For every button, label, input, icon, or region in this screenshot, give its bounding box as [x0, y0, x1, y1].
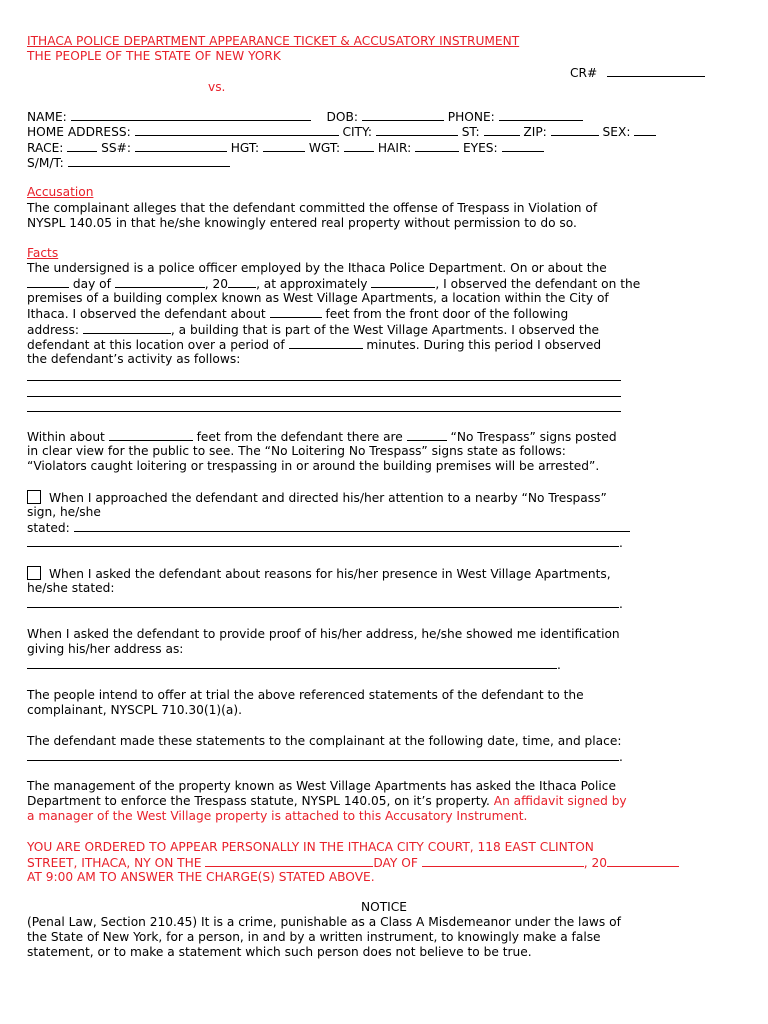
period-text: defendant at this location over a period of	[27, 338, 285, 352]
period: .	[619, 597, 623, 611]
notice-line-1: (Penal Law, Section 210.45) It is a crime, punishable as a Class A Misdemeanor under the laws of	[27, 915, 621, 929]
signs-line-3: “Violators caught loitering or trespassing in or around the building premises will be arrested”.	[27, 459, 600, 473]
front-door-text: feet from the front door of the following	[325, 307, 569, 321]
eyes-blank[interactable]	[502, 140, 544, 152]
race-blank[interactable]	[67, 140, 97, 152]
zip-label: ZIP:	[523, 125, 547, 139]
facts-line-3: premises of a building complex known as West Village Apartments, a location within the City of	[27, 291, 609, 305]
activity-line-1[interactable]	[27, 380, 621, 381]
address-row	[27, 124, 656, 140]
facts-line-4	[27, 306, 568, 322]
dob-label: DOB:	[326, 110, 358, 124]
approach-line-3	[27, 520, 630, 536]
court-month-blank[interactable]	[422, 855, 584, 867]
city-blank[interactable]	[376, 124, 458, 136]
management-line-3: a manager of the West Village property is attached to this Accusatory Instrument.	[27, 809, 528, 823]
day-of-label: DAY OF	[373, 856, 418, 870]
distance-blank[interactable]	[270, 306, 322, 318]
facts-line-5	[27, 322, 599, 338]
approach-statement-blank[interactable]	[74, 520, 630, 532]
cr-number-field[interactable]	[570, 65, 705, 81]
stated-label: stated:	[27, 521, 70, 535]
year-blank[interactable]	[228, 276, 256, 288]
building-part-text: , a building that is part of the West Village Apartments. I observed the	[170, 323, 600, 337]
minutes-blank[interactable]	[289, 337, 363, 349]
statements-line-2	[27, 749, 623, 765]
descriptors-row	[27, 140, 544, 156]
court-year-blank[interactable]	[607, 855, 679, 867]
day-of-text: day of	[72, 277, 111, 291]
cr-label: CR#	[570, 66, 598, 80]
name-label: NAME:	[27, 110, 67, 124]
home-address-label: HOME ADDRESS:	[27, 125, 131, 139]
trial-line-1: The people intend to offer at trial the above referenced statements of the defendant to the	[27, 688, 584, 702]
proof-line-1: When I asked the defendant to provide proof of his/her address, he/she showed me identification	[27, 627, 620, 641]
notice-heading: NOTICE	[361, 900, 407, 914]
proof-line-3	[27, 657, 561, 673]
name-blank[interactable]	[71, 109, 311, 121]
address-text: address:	[27, 323, 79, 337]
period: .	[619, 536, 623, 550]
smt-label: S/M/T:	[27, 156, 64, 170]
presence-statement-blank[interactable]	[27, 596, 619, 608]
race-label: RACE:	[27, 141, 64, 155]
activity-line-3[interactable]	[27, 411, 621, 412]
approximately-text: , at approximately	[256, 277, 368, 291]
approach-line-1	[27, 490, 607, 506]
time-blank[interactable]	[371, 276, 435, 288]
order-line-2	[27, 855, 679, 871]
notice-line-2: the State of New York, for a person, in and by a written instrument, to knowingly make a false	[27, 930, 601, 944]
affidavit-text: An affidavit signed by	[493, 794, 627, 808]
dob-blank[interactable]	[362, 109, 444, 121]
zip-blank[interactable]	[551, 124, 599, 136]
court-date-text: STREET, ITHACA, NY ON THE	[27, 856, 202, 870]
day-blank[interactable]	[27, 276, 69, 288]
proof-address-blank[interactable]	[27, 657, 557, 669]
approach-line-2: sign, he/she	[27, 505, 101, 519]
facts-line-2	[27, 276, 640, 292]
approach-statement-blank-2[interactable]	[27, 535, 619, 547]
sex-label: SEX:	[602, 125, 631, 139]
management-text: Department to enforce the Trespass statute, NYSPL 140.05, on it’s property.	[27, 794, 490, 808]
weight-blank[interactable]	[344, 140, 374, 152]
activity-line-2[interactable]	[27, 396, 621, 397]
presence-text: When I asked the defendant about reasons for his/her presence in West Village Apartments,	[49, 567, 611, 581]
state-label: ST:	[461, 125, 480, 139]
phone-label: PHONE:	[447, 110, 495, 124]
people-line: THE PEOPLE OF THE STATE OF NEW YORK	[27, 49, 281, 63]
signs-count-blank[interactable]	[407, 429, 447, 441]
hair-label: HAIR:	[377, 141, 412, 155]
signs-line-1	[27, 429, 617, 445]
approach-checkbox[interactable]	[27, 490, 41, 504]
city-label: CITY:	[342, 125, 372, 139]
minutes-text: minutes. During this period I observed	[366, 338, 602, 352]
signs-distance-blank[interactable]	[109, 429, 193, 441]
management-line-1: The management of the property known as West Village Apartments has asked the Ithaca Police	[27, 779, 616, 793]
observed-text: , I observed the defendant on the	[435, 277, 641, 291]
weight-label: WGT:	[308, 141, 341, 155]
ss-label: SS#:	[101, 141, 131, 155]
presence-line-3	[27, 596, 623, 612]
building-address-blank[interactable]	[83, 322, 171, 334]
management-line-2	[27, 794, 627, 809]
signs-posted-text: “No Trespass” signs posted	[450, 430, 617, 444]
distance-text: Ithaca. I observed the defendant about	[27, 307, 266, 321]
court-day-blank[interactable]	[205, 855, 373, 867]
name-row	[27, 109, 583, 125]
proof-line-2: giving his/her address as:	[27, 642, 184, 656]
phone-blank[interactable]	[499, 109, 583, 121]
facts-line-7: the defendant’s activity as follows:	[27, 352, 241, 366]
statements-line-1: The defendant made these statements to the complainant at the following date, time, and place:	[27, 734, 622, 748]
sex-blank[interactable]	[634, 124, 656, 136]
accusation-heading: Accusation	[27, 185, 94, 199]
signs-line-2: in clear view for the public to see. The “No Loitering No Trespass” signs state as follows:	[27, 444, 566, 458]
trial-line-2: complainant, NYSCPL 710.30(1)(a).	[27, 703, 243, 717]
court-year-prefix: , 20	[583, 856, 607, 870]
height-label: HGT:	[230, 141, 260, 155]
order-line-3: AT 9:00 AM TO ANSWER THE CHARGE(S) STATED ABOVE.	[27, 870, 375, 884]
month-blank[interactable]	[115, 276, 205, 288]
accusation-line-1: The complainant alleges that the defendant committed the offense of Trespass in Violation of	[27, 201, 598, 215]
smt-row	[27, 155, 230, 171]
period: .	[557, 658, 561, 672]
presence-checkbox[interactable]	[27, 566, 41, 580]
facts-line-6	[27, 337, 601, 353]
year-prefix: , 20	[204, 277, 229, 291]
facts-heading: Facts	[27, 246, 59, 260]
facts-line-1: The undersigned is a police officer employed by the Ithaca Police Department. On or about the	[27, 261, 607, 275]
height-blank[interactable]	[263, 140, 305, 152]
accusation-line-2: NYSPL 140.05 in that he/she knowingly entered real property without permission to do so.	[27, 216, 577, 230]
approach-line-4	[27, 535, 623, 551]
home-address-blank[interactable]	[135, 124, 339, 136]
notice-line-3: statement, or to make a statement which such person does not believe to be true.	[27, 945, 532, 959]
within-text: Within about	[27, 430, 105, 444]
document-title: ITHACA POLICE DEPARTMENT APPEARANCE TICKET & ACCUSATORY INSTRUMENT	[27, 34, 520, 48]
signs-there-are-text: feet from the defendant there are	[196, 430, 403, 444]
presence-line-2: he/she stated:	[27, 581, 115, 595]
statements-place-blank[interactable]	[27, 749, 619, 761]
ss-blank[interactable]	[135, 140, 227, 152]
hair-blank[interactable]	[415, 140, 459, 152]
period: .	[619, 750, 623, 764]
approach-text: When I approached the defendant and directed his/her attention to a nearby “No Trespass”	[49, 491, 607, 505]
order-line-1: YOU ARE ORDERED TO APPEAR PERSONALLY IN THE ITHACA CITY COURT, 118 EAST CLINTON	[27, 840, 594, 854]
presence-line-1	[27, 566, 611, 582]
smt-blank[interactable]	[68, 155, 230, 167]
cr-blank[interactable]	[607, 65, 705, 77]
versus-label: vs.	[208, 80, 226, 94]
eyes-label: EYES:	[462, 141, 498, 155]
state-blank[interactable]	[484, 124, 520, 136]
